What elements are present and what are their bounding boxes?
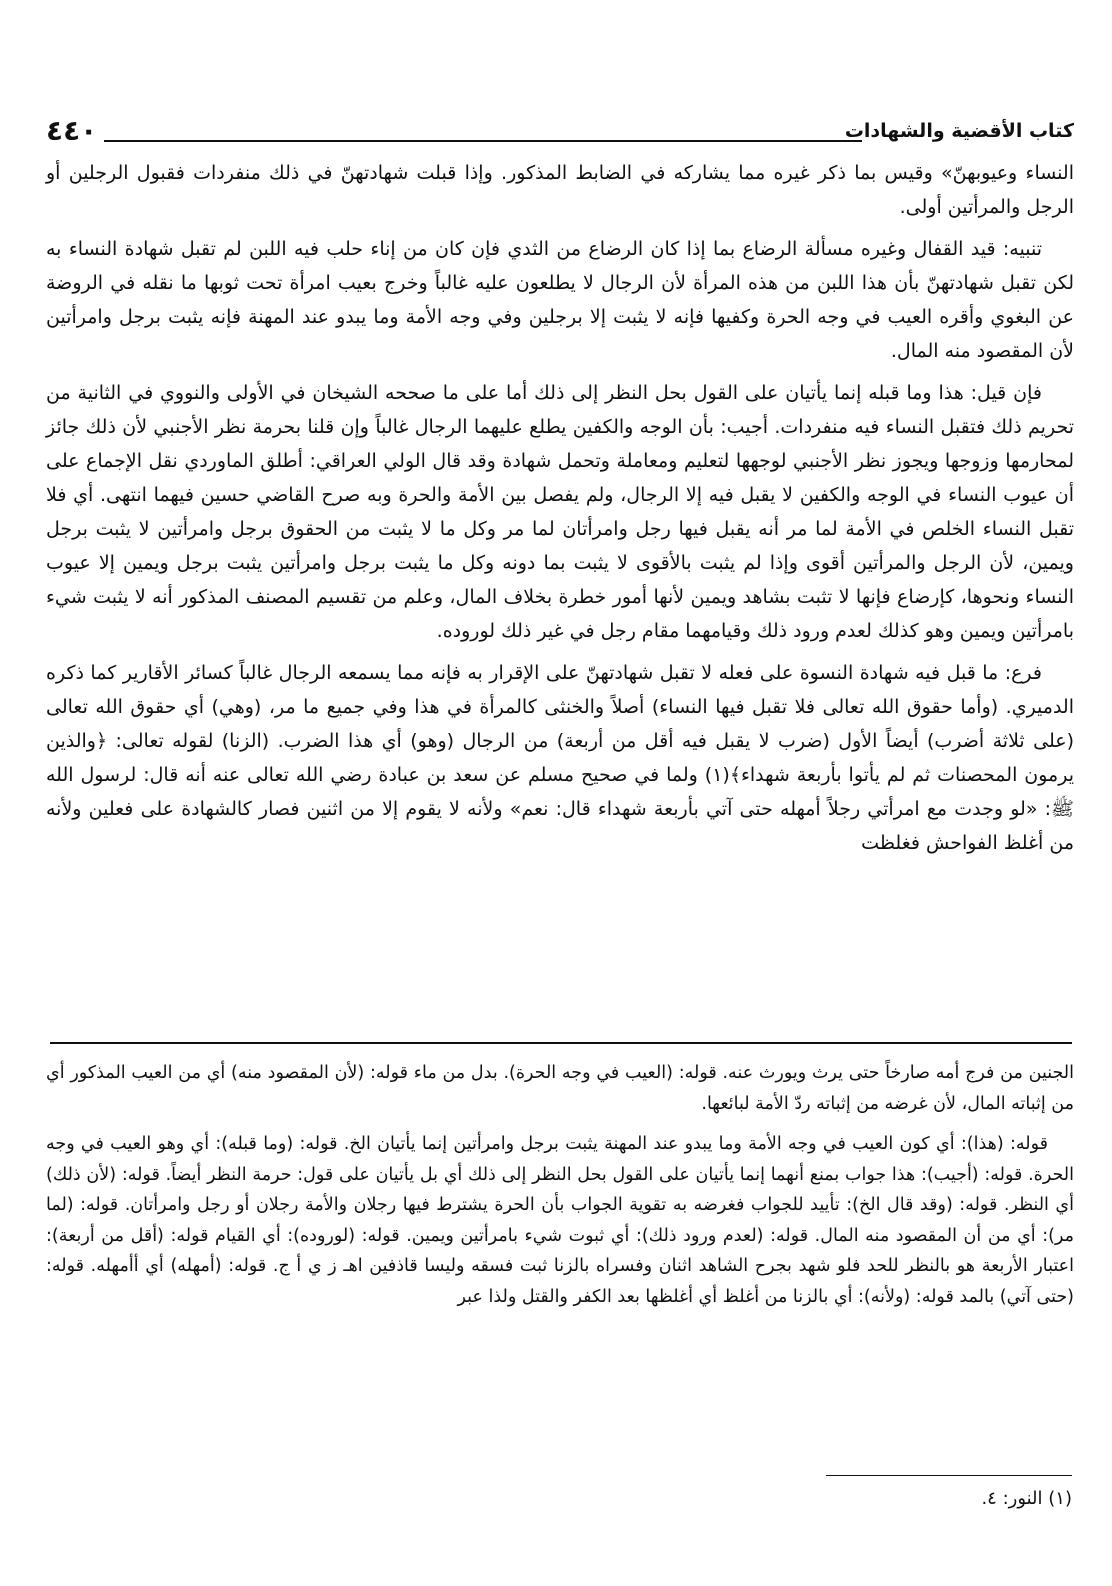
main-paragraph: فإن قيل: هذا وما قبله إنما يأتيان على القول بحل النظر إلى ذلك أما على ما صححه الشيخان في الأولى والنووي في الثانية من تحريم ذلك فتقبل النساء فيه منفردات. أجيب: بأن الوجه والكفين يطلع عليهما الرجال غالباً وإن قلنا بحرمة نظر الأجنبي لأن ذلك جائز لمحارمها وزوجها ويجوز نظر الأجنبي لوجهها لتعليم ومعاملة وتحمل شهادة وقد قال الولي العراقي: أطلق الماوردي نقل الإجماع على أن عيوب النساء في الوجه والكفين لا يقبل فيه إلا الرجال، ولم يفصل بين الأمة والحرة وبه صرح القاضي حسين فيهما انتهى. أي فلا تقبل النساء الخلص في الأمة لما مر أنه يقبل فيها رجل وامرأتان لما مر وكل ما لا يثبت من الحقوق برجل وامرأتين لا يثبت برجل ويمين، لأن الرجل والمرأتين أقوى وإذا لم يثبت بالأقوى لا يثبت بما دونه وكل ما يثبت برجل وامرأتين يثبت برجل ويمين إلا عيوب النساء ونحوها، كإرضاع فإنها لا تثبت بشاهد ويمين لأنها أمور خطرة بخلاف المال، وعلم من تقسيم المصنف المذكور أنه لا يثبت شيء بامرأتين ويمين وهو كذلك لعدم ورود ذلك وقيامهما مقام رجل في غير ذلك لوروده. xyxy=(46,382,1074,642)
main-paragraph: فرع: ما قبل فيه شهادة النسوة على فعله لا تقبل شهادتهنّ على الإقرار به فإنه مما يسمعه الرجال غالباً كسائر الأقارير كما ذكره الدميري. (وأما حقوق الله تعالى فلا تقبل فيها النساء) أصلاً والخنثى كالمرأة في هذا وفي جميع ما مر، (وهي) أي حقوق الله تعالى (على ثلاثة أضرب) أيضاً الأول (ضرب لا يقبل فيه أقل من أربعة) من الرجال (وهو) أي هذا الضرب. (الزنا) لقوله تعالى: ﴿والذين يرمون المحصنات ثم لم يأتوا بأربعة شهداء﴾(١) ولما في صحيح مسلم عن سعد بن عبادة رضي الله تعالى عنه أنه قال: لرسول الله ﷺ: «لو وجدت مع امرأتي رجلاً أمهله حتى آتي بأربعة شهداء قال: نعم» ولأنه لا يقوم إلا من اثنين فصار كالشهادة على فعلين ولأنه من أغلظ الفواحش فغلظت xyxy=(46,662,1074,854)
commentary-divider xyxy=(50,1042,1072,1044)
main-text xyxy=(46,156,1074,868)
main-paragraph: تنبيه: قيد القفال وغيره مسألة الرضاع بما إذا كان الرضاع من الثدي فإن كان من إناء حلب فيه اللبن لم تقبل شهادة النساء به لكن تقبل شهادتهنّ بأن هذا اللبن من هذه المرأة لأن الرجال لا يطلعون عليه غالباً وخرج بعيب امرأة تحت ثوبها ما نقله في الروضة عن البغوي وأقره العيب في وجه الحرة وكفيها فإنه لا يثبت إلا برجلين وفي وجه الأمة وما يبدو عند المهنة فإنه يثبت برجل وامرأتين لأن المقصود منه المال. xyxy=(46,238,1074,362)
commentary-notes xyxy=(46,1058,1074,1322)
page-number: ٤٤٠ xyxy=(46,114,98,147)
note-paragraph: الجنين من فرج أمه صارخاً حتى يرث ويورث عنه. قوله: (العيب في وجه الحرة). بدل من ماء قوله: (لأن المقصود منه) أي من العيب المذكور أي من إثباته المال، لأن غرضه من إثباته ردّ الأمة لبائعها. xyxy=(46,1063,1074,1114)
footnote: (١) النور: ٤. xyxy=(981,1488,1072,1509)
page-header xyxy=(46,112,1074,152)
note-paragraph: قوله: (هذا): أي كون العيب في وجه الأمة وما يبدو عند المهنة يثبت برجل وامرأتين إنما يأتيان الخ. قوله: (وما قبله): أي وهو العيب في وجه الحرة. قوله: (أجيب): هذا جواب بمنع أنهما إنما يأتيان على القول بحل النظر إلى ذلك أي بل يأتيان على قول: حرمة النظر أيضاً. قوله: (لأن ذلك) أي النظر. قوله: (وقد قال الخ): تأييد للجواب فغرضه به تقوية الجواب بأن الحرة يشترط فيها رجلان والأمة رجلان أو رجل وامرأتان. قوله: (لما مر): أي من أن المقصود منه المال. قوله: (لعدم ورود ذلك): أي ثبوت شيء بامرأتين ويمين. قوله: (لوروده): أي القيام قوله: (أقل من أربعة): اعتبار الأربعة هو بالنظر للحد فلو شهد بجرح الشاهد اثنان وفسراه بالزنا ثبت فسقه وليسا قاذفين اهـ ز ي أ ج. قوله: (أمهله) أي أأمهله. قوله: (حتى آتي) بالمد قوله: (ولأنه): أي بالزنا من أغلظ أي أغلظها بعد الكفر والقتل ولذا عبر xyxy=(46,1134,1074,1307)
header-rule xyxy=(104,140,862,142)
running-title: كتاب الأقضية والشهادات xyxy=(844,120,1074,142)
main-paragraph: النساء وعيوبهنّ» وقيس بما ذكر غيره مما يشاركه في الضابط المذكور. وإذا قبلت شهادتهنّ في ذلك منفردات فقبول الرجلين أو الرجل والمرأتين أولى. xyxy=(46,162,1074,218)
footnote-divider xyxy=(826,1475,1072,1476)
